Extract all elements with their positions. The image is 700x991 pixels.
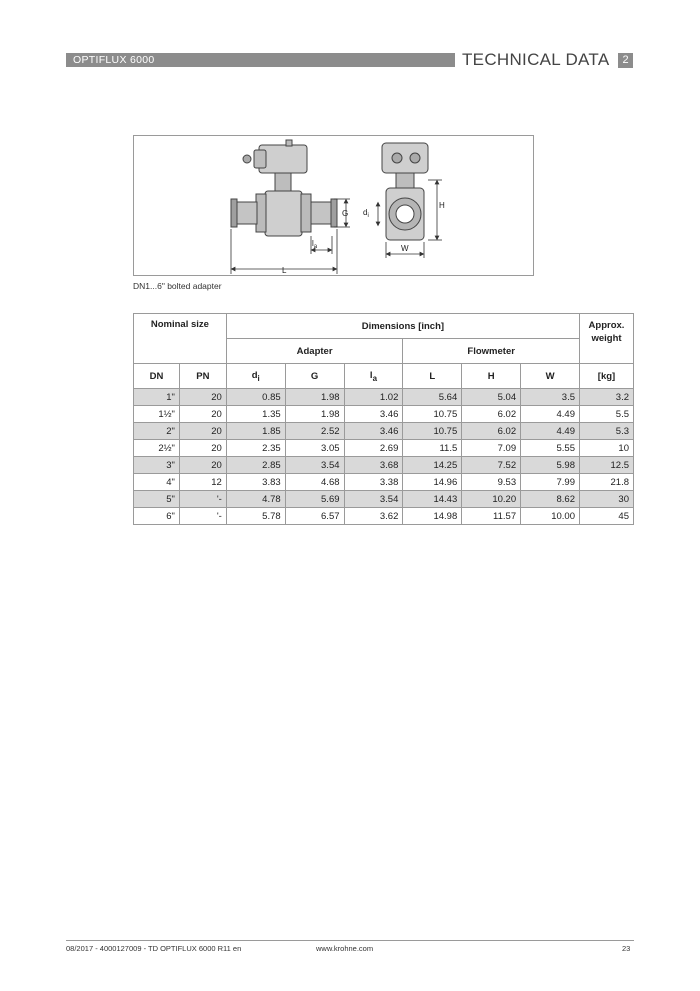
table-cell: 7.09 (462, 440, 521, 457)
footer-divider (66, 940, 634, 941)
table-cell: 3.38 (344, 474, 403, 491)
table-cell: 3.83 (226, 474, 285, 491)
table-cell: 5.3 (580, 423, 634, 440)
table-cell: 3" (134, 457, 180, 474)
table-cell: '- (179, 491, 226, 508)
label-G: G (342, 209, 349, 218)
table-cell: 11.5 (403, 440, 462, 457)
table-cell: 45 (580, 508, 634, 525)
table-cell: 10.00 (521, 508, 580, 525)
table-cell: 3.2 (580, 389, 634, 406)
front-view (382, 143, 428, 240)
footer-url: www.krohne.com (316, 944, 374, 953)
header-l: L (403, 364, 462, 389)
table-cell: 2.85 (226, 457, 285, 474)
table-row (134, 457, 634, 474)
flowmeter-drawing (134, 136, 535, 277)
table-cell: 30 (580, 491, 634, 508)
table-cell: 1.35 (226, 406, 285, 423)
table-cell: 3.05 (285, 440, 344, 457)
table-cell: 10.20 (462, 491, 521, 508)
table-cell: 14.25 (403, 457, 462, 474)
header-dn: DN (134, 364, 180, 389)
table-cell: 12.5 (580, 457, 634, 474)
table-cell: 3.54 (344, 491, 403, 508)
dimensions-table (133, 313, 634, 525)
table-row (134, 508, 634, 525)
table-cell: 21.8 (580, 474, 634, 491)
table-cell: 10 (580, 440, 634, 457)
label-la: $l_a$ (312, 239, 318, 250)
header-la: $l_a$ (344, 364, 403, 389)
chapter-number: 2 (618, 53, 633, 68)
table-cell: 5.78 (226, 508, 285, 525)
table-cell: 1.85 (226, 423, 285, 440)
table-cell: 4.68 (285, 474, 344, 491)
header-product-bar (66, 53, 455, 67)
header-h: H (462, 364, 521, 389)
table-row (134, 389, 634, 406)
table-cell: 3.54 (285, 457, 344, 474)
table-cell: 11.57 (462, 508, 521, 525)
table-cell: 20 (179, 423, 226, 440)
table-cell: 5.04 (462, 389, 521, 406)
table-row (134, 440, 634, 457)
table-cell: 6.02 (462, 406, 521, 423)
header-nominal-size: Nominal size (134, 314, 227, 364)
table-cell: 3.46 (344, 423, 403, 440)
table-cell: 5.69 (285, 491, 344, 508)
table-cell: 4.49 (521, 406, 580, 423)
table-cell: 1.98 (285, 406, 344, 423)
header-pn: PN (179, 364, 226, 389)
table-cell: 2.52 (285, 423, 344, 440)
table-cell: 20 (179, 440, 226, 457)
table-cell: 7.52 (462, 457, 521, 474)
table-row (134, 491, 634, 508)
table-cell: '- (179, 508, 226, 525)
label-L: L (282, 266, 287, 275)
table-cell: 2.35 (226, 440, 285, 457)
table-cell: 5" (134, 491, 180, 508)
header-kg: [kg] (580, 364, 634, 389)
table-cell: 6" (134, 508, 180, 525)
table-cell: 14.98 (403, 508, 462, 525)
table-cell: 10.75 (403, 423, 462, 440)
table-cell: 9.53 (462, 474, 521, 491)
table-cell: 6.57 (285, 508, 344, 525)
footer-document-id: 08/2017 - 4000127009 - TD OPTIFLUX 6000 R11 en (66, 944, 242, 953)
header-dimensions: Dimensions [inch] (226, 314, 579, 339)
table-cell: 1" (134, 389, 180, 406)
table-cell: 10.75 (403, 406, 462, 423)
label-H: H (439, 201, 445, 210)
table-cell: 1.98 (285, 389, 344, 406)
table-cell: 12 (179, 474, 226, 491)
table-cell: 5.55 (521, 440, 580, 457)
table-cell: 2.69 (344, 440, 403, 457)
table-row (134, 406, 634, 423)
table-cell: 4" (134, 474, 180, 491)
table-cell: 1½" (134, 406, 180, 423)
table-cell: 7.99 (521, 474, 580, 491)
header-di: $d_i$ (226, 364, 285, 389)
table-cell: 14.43 (403, 491, 462, 508)
table-cell: 5.98 (521, 457, 580, 474)
page-number: 23 (622, 944, 631, 953)
table-cell: 4.49 (521, 423, 580, 440)
table-row (134, 474, 634, 491)
table-cell: 5.64 (403, 389, 462, 406)
table-cell: 0.85 (226, 389, 285, 406)
table-cell: 3.46 (344, 406, 403, 423)
side-view (231, 140, 337, 236)
table-cell: 3.62 (344, 508, 403, 525)
table-cell: 3.5 (521, 389, 580, 406)
label-W: W (401, 244, 409, 253)
table-cell: 3.68 (344, 457, 403, 474)
label-di: $d_i$ (363, 208, 369, 219)
table-cell: 6.02 (462, 423, 521, 440)
header-g: G (285, 364, 344, 389)
table-cell: 2" (134, 423, 180, 440)
table-cell: 1.02 (344, 389, 403, 406)
header-w: W (521, 364, 580, 389)
table-cell: 20 (179, 457, 226, 474)
section-title: TECHNICAL DATA (462, 50, 610, 69)
product-name: OPTIFLUX 6000 (73, 54, 155, 66)
table-cell: 20 (179, 406, 226, 423)
table-cell: 14.96 (403, 474, 462, 491)
table-row (134, 423, 634, 440)
dimension-drawing (133, 135, 534, 276)
table-cell: 5.5 (580, 406, 634, 423)
table-cell: 4.78 (226, 491, 285, 508)
header-adapter: Adapter (226, 339, 403, 364)
figure-caption: DN1...6" bolted adapter (133, 281, 222, 291)
table-cell: 8.62 (521, 491, 580, 508)
header-weight: Approx. weight (580, 314, 634, 364)
table-cell: 2½" (134, 440, 180, 457)
header-flowmeter: Flowmeter (403, 339, 580, 364)
table-cell: 20 (179, 389, 226, 406)
